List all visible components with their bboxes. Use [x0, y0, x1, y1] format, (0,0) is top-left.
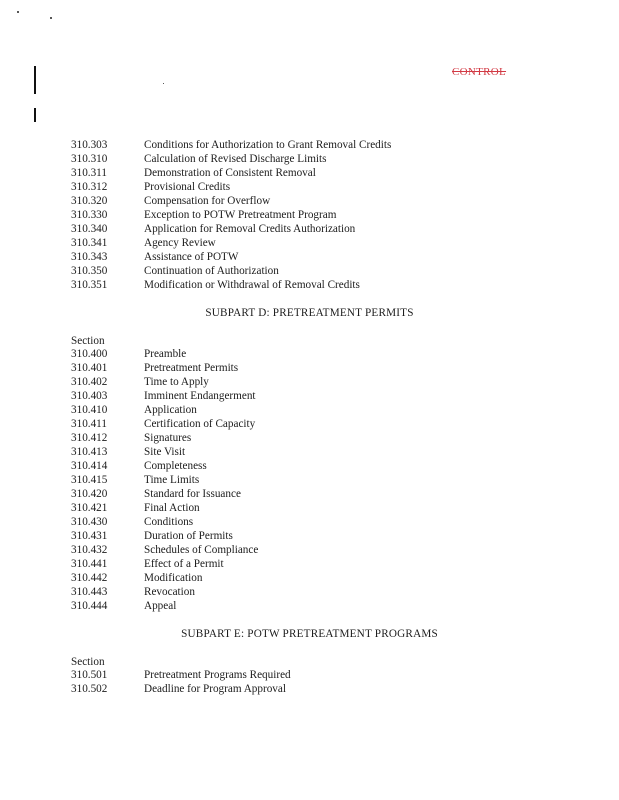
section-title: Application for Removal Credits Authorization	[144, 223, 356, 235]
section-title: Continuation of Authorization	[144, 265, 279, 277]
section-number: 310.341	[71, 237, 108, 249]
section-title: Modification or Withdrawal of Removal Credits	[144, 279, 360, 291]
section-title: Pretreatment Permits	[144, 362, 239, 374]
section-title: Modification	[144, 572, 203, 584]
section-title: Preamble	[144, 348, 187, 360]
section-title: Final Action	[144, 502, 200, 514]
section-title: Schedules of Compliance	[144, 544, 259, 556]
section-number: 310.431	[71, 530, 108, 542]
margin-bar	[34, 66, 36, 94]
section-number: 310.421	[71, 502, 108, 514]
section-number: 310.443	[71, 586, 108, 598]
section-number: 310.400	[71, 348, 108, 360]
section-number: 310.412	[71, 432, 108, 444]
section-number: 310.411	[71, 418, 107, 430]
section-number: 310.432	[71, 544, 108, 556]
section-number: 310.350	[71, 265, 108, 277]
section-title: Exception to POTW Pretreatment Program	[144, 209, 337, 221]
section-title: Certification of Capacity	[144, 418, 256, 430]
section-title: Effect of a Permit	[144, 558, 224, 570]
section-title: Assistance of POTW	[144, 251, 239, 263]
margin-bar	[34, 108, 36, 122]
control-stamp: CONTROL	[452, 66, 507, 78]
section-title: Signatures	[144, 432, 192, 444]
section-title: Imminent Endangerment	[144, 390, 256, 402]
section-title: Time to Apply	[144, 376, 209, 388]
section-number: 310.312	[71, 181, 108, 193]
section-number: 310.401	[71, 362, 108, 374]
section-label: Section	[71, 656, 105, 668]
section-number: 310.441	[71, 558, 108, 570]
section-title: Pretreatment Programs Required	[144, 669, 291, 681]
section-number: 310.413	[71, 446, 108, 458]
section-title: Standard for Issuance	[144, 488, 241, 500]
section-number: 310.430	[71, 516, 108, 528]
section-title: Conditions	[144, 516, 194, 528]
section-number: 310.444	[71, 600, 108, 612]
subpart-d-heading: SUBPART D: PRETREATMENT PERMITS	[205, 307, 414, 319]
section-title: Provisional Credits	[144, 181, 231, 193]
section-number: 310.420	[71, 488, 108, 500]
section-title: Conditions for Authorization to Grant Removal Credits	[144, 139, 392, 151]
section-number: 310.403	[71, 390, 108, 402]
section-title: Calculation of Revised Discharge Limits	[144, 153, 327, 165]
section-title: Site Visit	[144, 446, 186, 458]
section-title: Revocation	[144, 586, 195, 598]
section-label: Section	[71, 335, 105, 347]
scan-speck	[163, 83, 164, 84]
scan-speck	[17, 11, 19, 13]
section-number: 310.311	[71, 167, 107, 179]
section-number: 310.402	[71, 376, 108, 388]
section-title: Application	[144, 404, 197, 416]
section-number: 310.501	[71, 669, 108, 681]
section-number: 310.303	[71, 139, 108, 151]
section-number: 310.410	[71, 404, 108, 416]
section-title: Completeness	[144, 460, 207, 472]
section-number: 310.442	[71, 572, 108, 584]
section-number: 310.340	[71, 223, 108, 235]
section-title: Agency Review	[144, 237, 216, 249]
section-number: 310.414	[71, 460, 108, 472]
section-title: Deadline for Program Approval	[144, 683, 286, 695]
scan-speck	[50, 17, 52, 19]
section-title: Demonstration of Consistent Removal	[144, 167, 316, 179]
section-number: 310.330	[71, 209, 108, 221]
section-title: Duration of Permits	[144, 530, 233, 542]
section-number: 310.310	[71, 153, 108, 165]
section-number: 310.343	[71, 251, 108, 263]
section-number: 310.320	[71, 195, 108, 207]
section-number: 310.351	[71, 279, 108, 291]
subpart-e-heading: SUBPART E: POTW PRETREATMENT PROGRAMS	[181, 628, 438, 640]
section-title: Time Limits	[144, 474, 200, 486]
section-number: 310.415	[71, 474, 108, 486]
section-number: 310.502	[71, 683, 108, 695]
section-title: Appeal	[144, 600, 177, 612]
section-title: Compensation for Overflow	[144, 195, 271, 207]
